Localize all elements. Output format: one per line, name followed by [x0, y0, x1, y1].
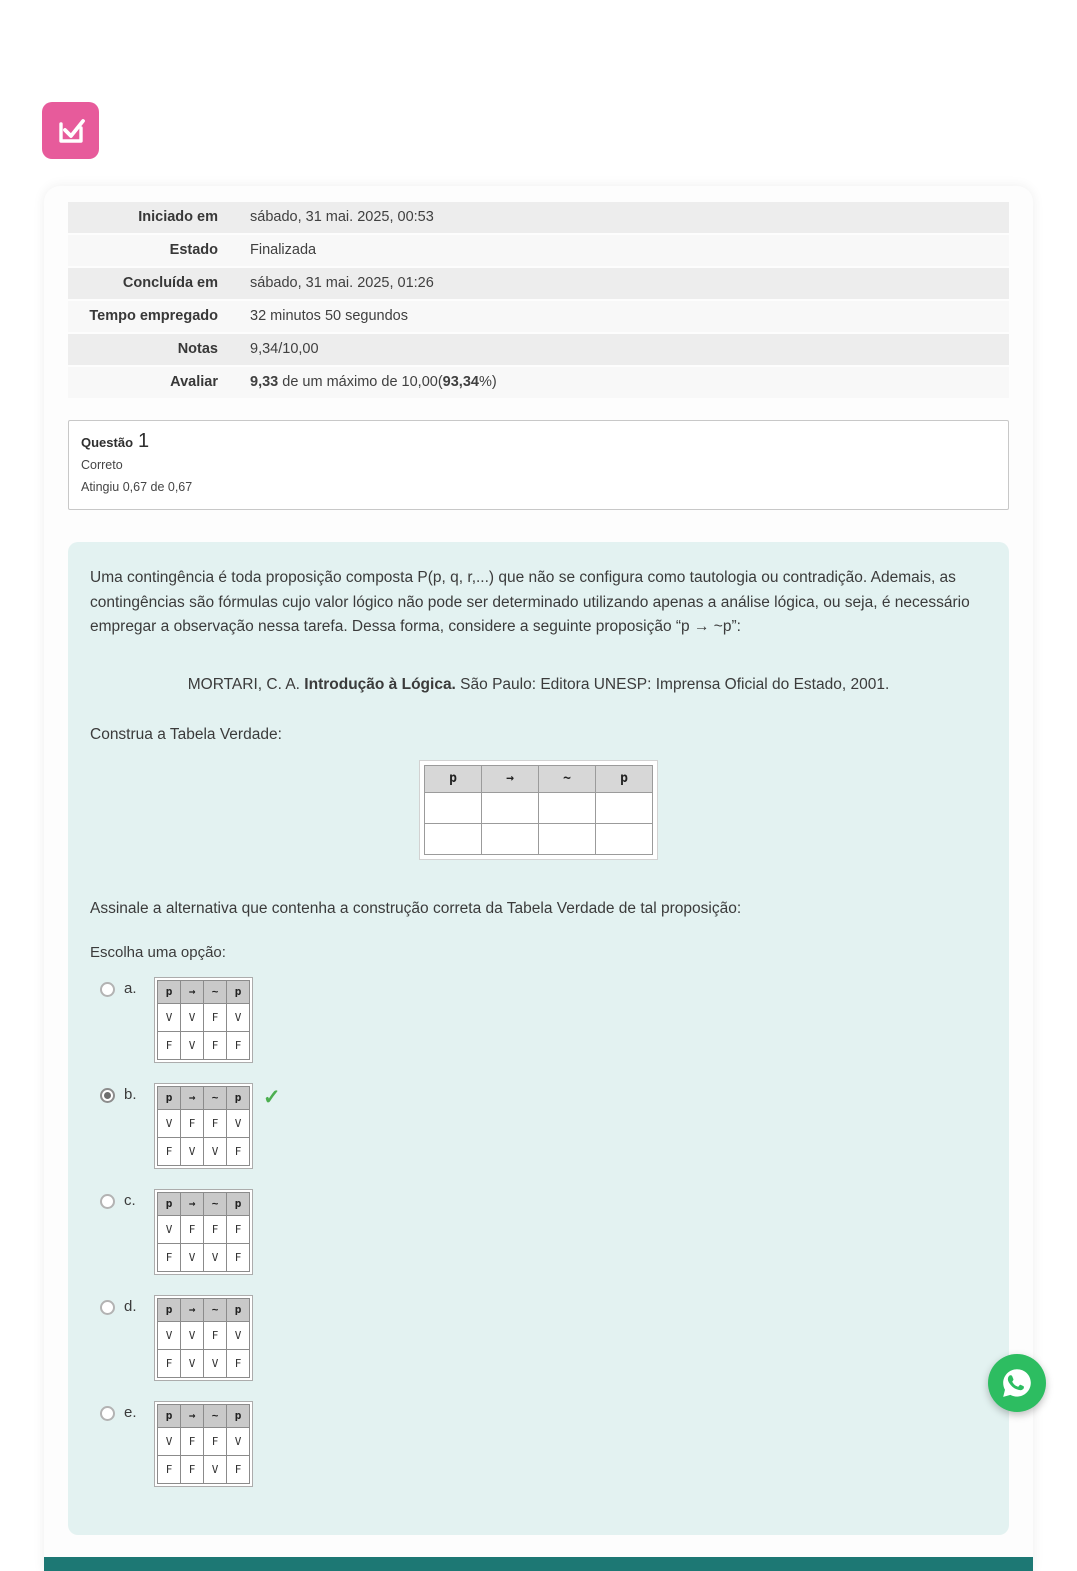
summary-row-time-taken	[68, 300, 1009, 333]
whatsapp-icon[interactable]	[988, 1354, 1046, 1412]
summary-label: Avaliar	[170, 374, 218, 391]
blank-table-cell	[539, 823, 596, 854]
option-letter-b[interactable]: b.	[124, 1085, 137, 1103]
mini-table-cell: V	[158, 1427, 181, 1455]
mini-table-cell: V	[227, 1321, 250, 1349]
mini-table-cell: F	[227, 1455, 250, 1483]
blank-table-header-cell: p	[425, 765, 482, 792]
mini-table-cell: V	[181, 1349, 204, 1377]
mini-table-cell: F	[204, 1031, 227, 1059]
answer-option-b	[100, 1083, 987, 1169]
option-b-table-box	[154, 1083, 253, 1169]
mini-table-header-cell: →	[181, 1192, 204, 1215]
mini-table-header-cell: ~	[204, 1086, 227, 1109]
mini-table-cell: F	[158, 1455, 181, 1483]
radio-option-b[interactable]	[100, 1088, 115, 1103]
mini-table-header-cell: ~	[204, 1298, 227, 1321]
mini-table-header-cell: p	[158, 1404, 181, 1427]
mini-table-cell: F	[158, 1349, 181, 1377]
summary-value: Finalizada	[250, 242, 317, 259]
quiz-result-card	[44, 186, 1033, 1571]
mini-table-cell: V	[181, 1003, 204, 1031]
summary-value: 32 minutos 50 segundos	[250, 308, 408, 325]
question-number-line	[81, 430, 996, 453]
mini-table-cell: V	[181, 1137, 204, 1165]
option-a-table-box	[154, 977, 253, 1063]
citation-prefix: MORTARI, C. A.	[187, 675, 305, 693]
mini-table-cell: V	[227, 1003, 250, 1031]
question-label: Questão	[81, 435, 134, 451]
mini-table-cell: F	[204, 1109, 227, 1137]
summary-value: sábado, 31 mai. 2025, 00:53	[250, 209, 434, 225]
option-c-truth-table	[157, 1192, 250, 1272]
mini-table-cell: V	[204, 1137, 227, 1165]
mini-table-cell: F	[227, 1031, 250, 1059]
mini-table-cell: F	[204, 1003, 227, 1031]
blank-table-wrapper	[90, 760, 987, 860]
answer-option-e	[100, 1401, 987, 1487]
mini-table-header-cell: p	[158, 1192, 181, 1215]
mini-table-cell: F	[204, 1427, 227, 1455]
option-letter-e[interactable]: e.	[124, 1403, 137, 1421]
mini-table-cell: V	[204, 1243, 227, 1271]
mini-table-header-cell: p	[227, 1192, 250, 1215]
mini-table-cell: F	[227, 1137, 250, 1165]
mini-table-header-cell: ~	[204, 1192, 227, 1215]
mini-table-cell: V	[227, 1109, 250, 1137]
mini-table-cell: F	[227, 1243, 250, 1271]
mini-table-header-cell: p	[227, 1298, 250, 1321]
question-content-area	[68, 542, 1009, 1534]
summary-label: Concluída em	[122, 275, 218, 292]
summary-row-state	[68, 234, 1009, 267]
summary-label: Iniciado em	[138, 209, 218, 225]
blank-table-header-cell: p	[596, 765, 653, 792]
mini-table-cell: F	[158, 1137, 181, 1165]
radio-option-e[interactable]	[100, 1406, 115, 1421]
blank-table-cell	[482, 823, 539, 854]
mini-table-header-cell: p	[227, 1086, 250, 1109]
blank-table-cell	[539, 792, 596, 823]
mini-table-header-cell: →	[181, 980, 204, 1003]
question-intro-text: Uma contingência é toda proposição composta P(p, q, r,...) que não se configura como tautologia ou contradição. Ademais, as contingências são fórmulas cujo valor lógico não pode ser determinado utilizando apenas a análise lógica, ou seja, é necessário empregar a observação nessa tarefa. Dessa forma, considere a seguinte proposição “p → ~p”:	[90, 569, 970, 636]
grade-text: de um máximo de 10,00(	[278, 374, 443, 391]
grade-percent: 93,34	[442, 374, 479, 391]
summary-label: Estado	[169, 242, 218, 259]
blank-table-header-cell: →	[482, 765, 539, 792]
select-answer-prompt: Assinale a alternativa que contenha a construção correta da Tabela Verdade de tal proposição:	[90, 899, 742, 917]
summary-label: Tempo empregado	[89, 308, 218, 325]
mini-table-cell: F	[181, 1109, 204, 1137]
blank-table-cell	[425, 792, 482, 823]
summary-row-grade	[68, 366, 1009, 399]
question-status: Correto	[81, 458, 123, 473]
check-icon	[263, 1085, 281, 1110]
radio-option-c[interactable]	[100, 1194, 115, 1209]
blank-table-box	[419, 760, 658, 860]
mini-table-cell: V	[158, 1003, 181, 1031]
checkbox-icon	[42, 102, 99, 159]
blank-table-cell	[425, 823, 482, 854]
choose-option-prompt: Escolha uma opção:	[90, 943, 226, 961]
radio-option-a[interactable]	[100, 982, 115, 997]
mini-table-header-cell: p	[158, 1298, 181, 1321]
citation-suffix: São Paulo: Editora UNESP: Imprensa Oficial do Estado, 2001.	[455, 675, 890, 693]
mini-table-cell: F	[227, 1215, 250, 1243]
summary-value: sábado, 31 mai. 2025, 01:26	[250, 275, 434, 292]
mini-table-cell: F	[181, 1455, 204, 1483]
grade-score: 9,33	[250, 374, 279, 391]
mini-table-header-cell: ~	[204, 980, 227, 1003]
mini-table-cell: F	[181, 1427, 204, 1455]
mini-table-header-cell: p	[158, 980, 181, 1003]
mini-table-header-cell: ~	[204, 1404, 227, 1427]
mini-table-header-cell: p	[227, 1404, 250, 1427]
option-e-table-box	[154, 1401, 253, 1487]
mini-table-header-cell: →	[181, 1298, 204, 1321]
mini-table-cell: V	[227, 1427, 250, 1455]
mini-table-cell: V	[158, 1321, 181, 1349]
checkbox-icon-glyph	[54, 114, 88, 148]
option-letter-c[interactable]: c.	[124, 1191, 136, 1209]
option-letter-d[interactable]: d.	[124, 1297, 137, 1315]
attempt-summary-table	[68, 202, 1009, 400]
question-points: Atingiu 0,67 de 0,67	[81, 480, 193, 495]
summary-label: Notas	[177, 341, 218, 358]
question-number: 1	[138, 430, 150, 453]
citation-title: Introdução à Lógica.	[304, 675, 456, 693]
blank-table-cell	[482, 792, 539, 823]
mini-table-cell: F	[204, 1321, 227, 1349]
citation-text	[90, 676, 987, 694]
mini-table-cell: V	[181, 1243, 204, 1271]
answer-option-c	[100, 1189, 987, 1275]
mini-table-cell: F	[227, 1349, 250, 1377]
mini-table-cell: F	[158, 1243, 181, 1271]
option-c-table-box	[154, 1189, 253, 1275]
mini-table-header-cell: →	[181, 1086, 204, 1109]
question-info-box	[68, 420, 1009, 510]
footer-bar	[44, 1557, 1033, 1571]
radio-option-d[interactable]	[100, 1300, 115, 1315]
mini-table-cell: V	[158, 1215, 181, 1243]
mini-table-cell: V	[181, 1321, 204, 1349]
answer-option-a	[100, 977, 987, 1063]
option-d-table-box	[154, 1295, 253, 1381]
summary-row-completed	[68, 267, 1009, 300]
option-a-truth-table	[157, 980, 250, 1060]
summary-row-started	[68, 202, 1009, 234]
blank-table-cell	[596, 792, 653, 823]
summary-row-marks	[68, 333, 1009, 366]
summary-value	[234, 366, 1009, 399]
mini-table-cell: V	[204, 1349, 227, 1377]
mini-table-cell: F	[158, 1031, 181, 1059]
mini-table-cell: V	[204, 1455, 227, 1483]
mini-table-cell: V	[158, 1109, 181, 1137]
option-b-truth-table	[157, 1086, 250, 1166]
mini-table-cell: V	[181, 1031, 204, 1059]
blank-truth-table	[424, 765, 653, 855]
build-table-prompt: Construa a Tabela Verdade:	[90, 725, 282, 743]
mini-table-header-cell: p	[158, 1086, 181, 1109]
blank-table-cell	[596, 823, 653, 854]
option-d-truth-table	[157, 1298, 250, 1378]
mini-table-cell: F	[181, 1215, 204, 1243]
option-letter-a[interactable]: a.	[124, 979, 137, 997]
mini-table-header-cell: →	[181, 1404, 204, 1427]
whatsapp-icon-glyph	[1000, 1366, 1034, 1400]
blank-table-header-cell: ~	[539, 765, 596, 792]
mini-table-cell: F	[204, 1215, 227, 1243]
grade-text-end: %)	[478, 374, 497, 391]
answer-option-d	[100, 1295, 987, 1381]
option-e-truth-table	[157, 1404, 250, 1484]
mini-table-header-cell: p	[227, 980, 250, 1003]
summary-value: 9,34/10,00	[250, 341, 319, 358]
